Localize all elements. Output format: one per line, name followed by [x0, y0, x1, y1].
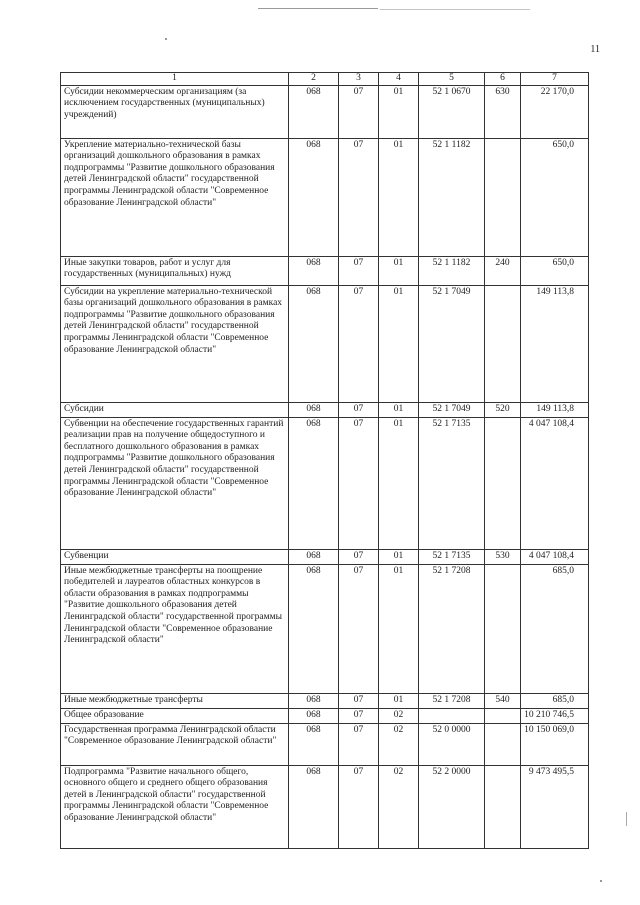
row-subsection: 02	[379, 708, 419, 723]
row-subsection: 01	[379, 564, 419, 693]
row-name: Субвенции на обеспечение государственных гарантий реализации прав на получение общедоступного и бесплатного дошкольного образования в рамках подпрограммы "Развитие дошкольного образования детей Ленинградской области" государственной программы Ленинградской области "Современное образование Ленинградской области"	[61, 417, 289, 549]
row-section: 07	[339, 85, 379, 138]
header-cell: 3	[339, 73, 379, 86]
row-name: Субвенции	[61, 549, 289, 564]
row-sum: 22 170,0	[521, 85, 589, 138]
row-expense-type	[485, 723, 521, 765]
row-subsection: 02	[379, 765, 419, 848]
row-grbs: 068	[289, 256, 339, 285]
row-section: 07	[339, 417, 379, 549]
header-cell: 4	[379, 73, 419, 86]
row-section: 07	[339, 402, 379, 417]
row-expense-type: 540	[485, 693, 521, 708]
header-cell: 5	[419, 73, 485, 86]
row-sum: 685,0	[521, 693, 589, 708]
scan-artifact-dot	[165, 38, 167, 40]
header-cell: 2	[289, 73, 339, 86]
row-grbs: 068	[289, 549, 339, 564]
row-expense-type	[485, 138, 521, 256]
row-expense-type	[485, 765, 521, 848]
page-number: 11	[590, 44, 600, 55]
row-grbs: 068	[289, 693, 339, 708]
row-sum: 685,0	[521, 564, 589, 693]
table-row	[61, 138, 589, 256]
table-row	[61, 549, 589, 564]
row-sum: 4 047 108,4	[521, 549, 589, 564]
row-target-article: 52 1 7049	[419, 285, 485, 402]
row-subsection: 02	[379, 723, 419, 765]
row-name: Субсидии на укрепление материально-технической базы организаций дошкольного образования в рамках подпрограммы "Развитие дошкольного образования детей Ленинградской области" государственной программы Ленинградской области "Современное образование Ленинградской области"	[61, 285, 289, 402]
row-expense-type: 520	[485, 402, 521, 417]
row-grbs: 068	[289, 765, 339, 848]
row-grbs: 068	[289, 85, 339, 138]
row-sum: 149 113,8	[521, 402, 589, 417]
row-target-article: 52 2 0000	[419, 765, 485, 848]
table-row	[61, 765, 589, 848]
row-name: Иные межбюджетные трансферты на поощрение победителей и лауреатов областных конкурсов в области образования в рамках подпрограммы "Развитие дошкольного образования детей Ленинградской области" государственной программы Ленинградской области "Современное образование Ленинградской области"	[61, 564, 289, 693]
row-target-article: 52 1 7208	[419, 564, 485, 693]
row-name: Субсидии некоммерческим организациям (за исключением государственных (муниципальных) учреждений)	[61, 85, 289, 138]
row-grbs: 068	[289, 708, 339, 723]
row-target-article	[419, 708, 485, 723]
row-section: 07	[339, 708, 379, 723]
row-grbs: 068	[289, 564, 339, 693]
row-subsection: 01	[379, 693, 419, 708]
row-section: 07	[339, 564, 379, 693]
row-target-article: 52 0 0000	[419, 723, 485, 765]
scan-artifact-line	[258, 8, 378, 9]
row-name: Общее образование	[61, 708, 289, 723]
row-section: 07	[339, 765, 379, 848]
scan-artifact-dot	[600, 880, 602, 882]
table-row	[61, 723, 589, 765]
row-expense-type: 630	[485, 85, 521, 138]
scan-artifact-line	[380, 9, 530, 10]
header-cell: 1	[61, 73, 289, 86]
row-subsection: 01	[379, 285, 419, 402]
table-header-row	[61, 73, 589, 86]
row-target-article: 52 1 7135	[419, 549, 485, 564]
table-row	[61, 85, 589, 138]
row-grbs: 068	[289, 285, 339, 402]
table-row	[61, 417, 589, 549]
row-section: 07	[339, 256, 379, 285]
row-subsection: 01	[379, 256, 419, 285]
row-expense-type: 530	[485, 549, 521, 564]
row-expense-type	[485, 708, 521, 723]
table-row	[61, 285, 589, 402]
row-sum: 9 473 495,5	[521, 765, 589, 848]
table-row	[61, 564, 589, 693]
row-name: Укрепление материально-технической базы организаций дошкольного образования в рамках подпрограммы "Развитие дошкольного образования детей Ленинградской области" государственной программы Ленинградской области "Современное образование Ленинградской области"	[61, 138, 289, 256]
row-sum: 4 047 108,4	[521, 417, 589, 549]
header-cell: 7	[521, 73, 589, 86]
table-row	[61, 708, 589, 723]
row-target-article: 52 1 7208	[419, 693, 485, 708]
row-sum: 149 113,8	[521, 285, 589, 402]
row-grbs: 068	[289, 402, 339, 417]
row-target-article: 52 1 7135	[419, 417, 485, 549]
row-subsection: 01	[379, 402, 419, 417]
row-grbs: 068	[289, 723, 339, 765]
scan-artifact-dot	[626, 812, 627, 826]
row-name: Субсидии	[61, 402, 289, 417]
row-target-article: 52 1 7049	[419, 402, 485, 417]
row-section: 07	[339, 138, 379, 256]
row-sum: 10 150 069,0	[521, 723, 589, 765]
row-target-article: 52 1 1182	[419, 138, 485, 256]
row-section: 07	[339, 723, 379, 765]
row-section: 07	[339, 549, 379, 564]
row-subsection: 01	[379, 417, 419, 549]
row-expense-type	[485, 564, 521, 693]
row-name: Иные межбюджетные трансферты	[61, 693, 289, 708]
header-cell: 6	[485, 73, 521, 86]
row-grbs: 068	[289, 417, 339, 549]
row-name: Подпрограмма "Развитие начального общего, основного общего и среднего общего образования детей в Ленинградской области" государственной программы Ленинградской области "Современное образование Ленинградской области"	[61, 765, 289, 848]
row-sum: 650,0	[521, 256, 589, 285]
row-expense-type	[485, 417, 521, 549]
table-row	[61, 256, 589, 285]
row-section: 07	[339, 693, 379, 708]
row-target-article: 52 1 0670	[419, 85, 485, 138]
budget-table	[60, 72, 589, 849]
row-subsection: 01	[379, 138, 419, 256]
row-subsection: 01	[379, 549, 419, 564]
table-row	[61, 693, 589, 708]
row-expense-type	[485, 285, 521, 402]
row-subsection: 01	[379, 85, 419, 138]
row-name: Иные закупки товаров, работ и услуг для государственных (муниципальных) нужд	[61, 256, 289, 285]
row-expense-type: 240	[485, 256, 521, 285]
row-sum: 10 210 746,5	[521, 708, 589, 723]
table-row	[61, 402, 589, 417]
row-target-article: 52 1 1182	[419, 256, 485, 285]
row-section: 07	[339, 285, 379, 402]
row-grbs: 068	[289, 138, 339, 256]
row-name: Государственная программа Ленинградской области "Современное образование Ленинградской области"	[61, 723, 289, 765]
row-sum: 650,0	[521, 138, 589, 256]
